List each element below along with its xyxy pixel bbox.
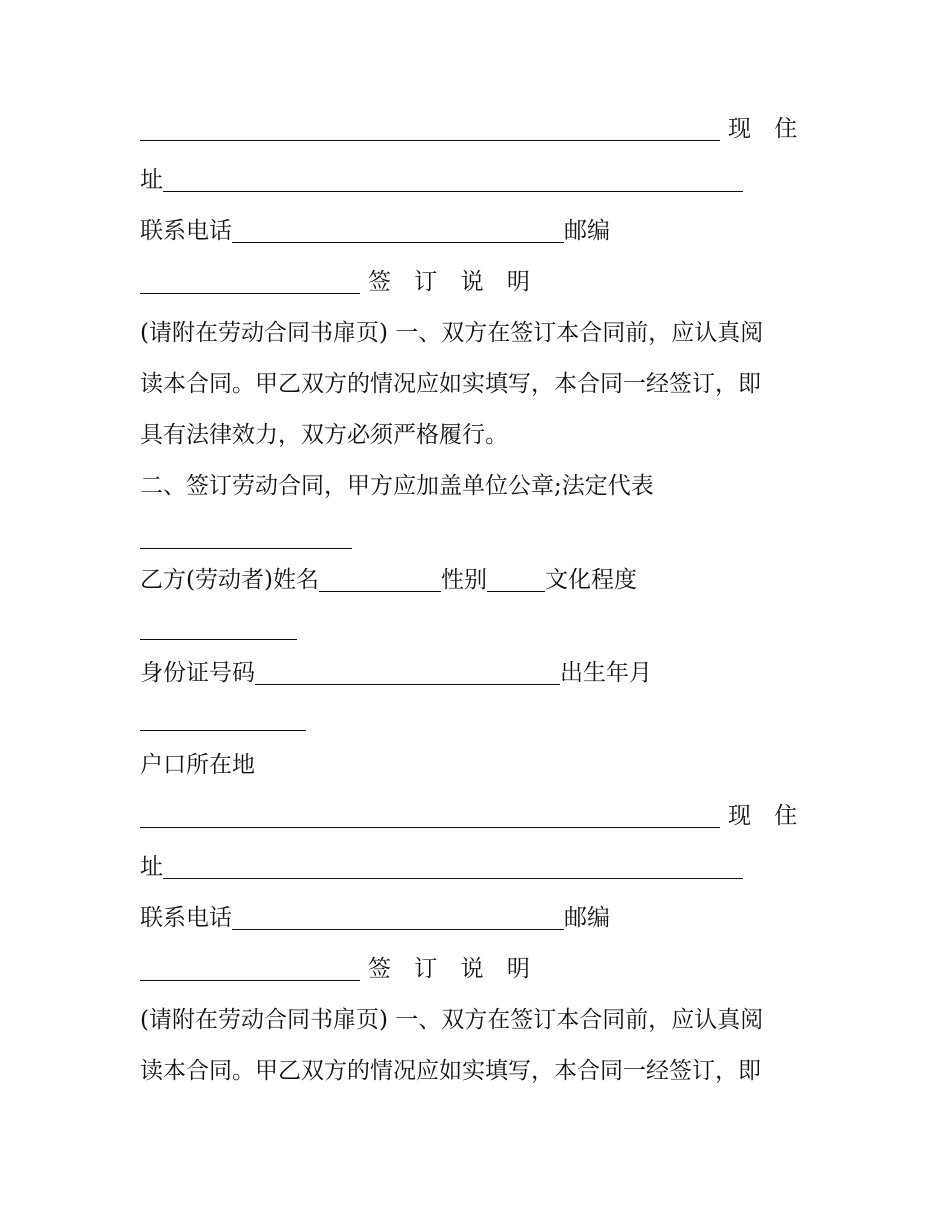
gender-label: 性别 xyxy=(440,567,487,593)
current-address-label: 现 住 xyxy=(728,116,806,142)
paragraph-line: (请附在劳动合同书扉页) 一、双方在签订本合同前，应认真阅 xyxy=(140,320,764,346)
signing-notes-title: 签 订 说 明 xyxy=(368,956,538,982)
signing-title-line xyxy=(140,264,538,300)
birth-date-blank[interactable] xyxy=(140,701,306,737)
paragraph-line: 具有法律效力，双方必须严格履行。 xyxy=(140,422,508,448)
education-blank[interactable] xyxy=(140,610,297,646)
zip-label: 邮编 xyxy=(564,905,610,931)
current-address-label: 现 住 xyxy=(728,803,806,829)
phone-label: 联系电话 xyxy=(140,905,232,931)
address-line-2 xyxy=(140,162,743,198)
legal-rep-blank[interactable] xyxy=(140,519,352,555)
phone-line xyxy=(140,213,610,249)
address-label-end: 址 xyxy=(140,167,163,193)
phone-blank[interactable] xyxy=(232,213,564,249)
paragraph-line: 读本合同。甲乙双方的情况应如实填写，本合同一经签订，即 xyxy=(140,371,761,397)
zip-label: 邮编 xyxy=(564,218,610,244)
party-b-line xyxy=(140,562,637,598)
address-blank[interactable] xyxy=(163,162,743,198)
gender-blank[interactable] xyxy=(487,562,545,598)
name-blank[interactable] xyxy=(319,562,441,598)
phone-label: 联系电话 xyxy=(140,218,232,244)
id-number-label: 身份证号码 xyxy=(140,660,255,686)
paragraph-line: 二、签订劳动合同，甲方应加盖单位公章;法定代表 xyxy=(140,473,654,499)
id-line xyxy=(140,655,652,691)
address-line-1 xyxy=(140,798,805,834)
phone-line xyxy=(140,900,610,936)
blank-field[interactable] xyxy=(140,111,720,147)
address-line-2 xyxy=(140,849,743,885)
paragraph-line: (请附在劳动合同书扉页) 一、双方在签订本合同前，应认真阅 xyxy=(140,1007,764,1033)
party-b-name-label: 乙方(劳动者)姓名 xyxy=(140,567,319,593)
phone-blank[interactable] xyxy=(232,900,564,936)
zip-blank[interactable] xyxy=(140,264,360,300)
address-blank[interactable] xyxy=(163,849,743,885)
address-label-end: 址 xyxy=(140,854,163,880)
signing-title-line xyxy=(140,951,538,987)
legal-rep-line xyxy=(140,519,352,555)
paragraph-line: 读本合同。甲乙双方的情况应如实填写，本合同一经签订，即 xyxy=(140,1058,761,1084)
zip-blank[interactable] xyxy=(140,951,360,987)
education-blank-line xyxy=(140,610,297,646)
education-label: 文化程度 xyxy=(544,567,637,593)
household-line: 户口所在地 xyxy=(140,752,255,778)
address-line-1 xyxy=(140,111,805,147)
birth-blank-line xyxy=(140,701,306,737)
id-number-blank[interactable] xyxy=(255,655,560,691)
household-blank[interactable] xyxy=(140,798,720,834)
signing-notes-title: 签 订 说 明 xyxy=(368,269,538,295)
birth-date-label: 出生年月 xyxy=(560,660,652,686)
